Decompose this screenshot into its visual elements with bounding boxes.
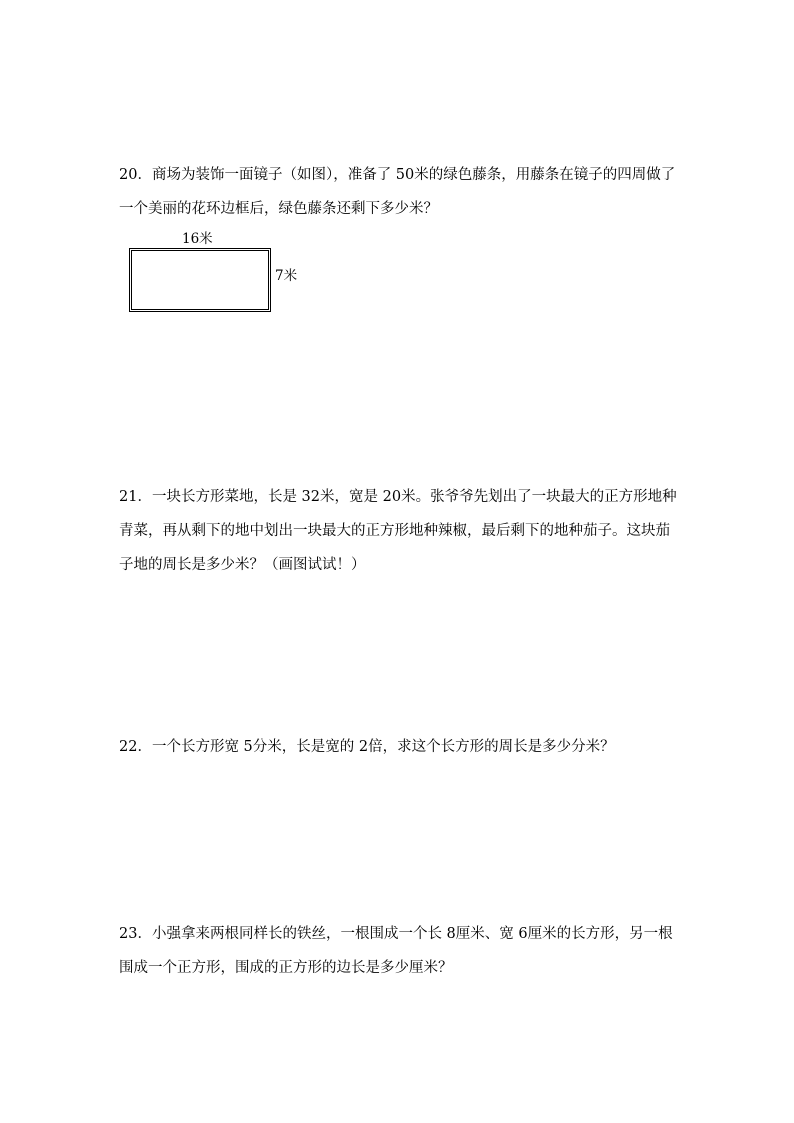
- mirror-width-label: 7米: [275, 268, 298, 284]
- problem-22-text: 22．一个长方形宽 5分米，长是宽的 2倍，求这个长方形的周长是多少分米？: [119, 739, 615, 755]
- problem-20-text: 20．商场为装饰一面镜子（如图），准备了 50米的绿色藤条，用藤条在镜子的四周做了一个美丽的花环边框后，绿色藤条还剩下多少米？: [119, 167, 676, 217]
- mirror-length-label: 16米: [182, 231, 213, 247]
- problem-23-text: 23．小强拿来两根同样长的铁丝，一根围成一个长 8厘米、宽 6厘米的长方形，另一根围成一个正方形，围成的正方形的边长是多少厘米？: [119, 926, 673, 976]
- mirror-figure: [129, 232, 329, 322]
- mirror-rectangle: [129, 248, 271, 312]
- problem-21-text: 21．一块长方形菜地，长是 32米，宽是 20米。张爷爷先划出了一块最大的正方形地种青菜，再从剩下的地中划出一块最大的正方形地种辣椒，最后剩下的地种茄子。这块茄子地的周长是多少米？（画图试试！）: [119, 489, 677, 573]
